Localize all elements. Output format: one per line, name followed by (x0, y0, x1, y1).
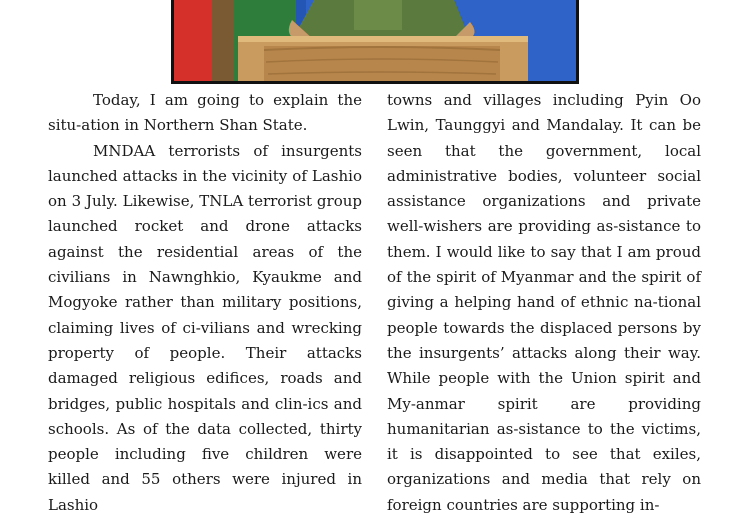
paragraph-attacks: MNDAA terrorists of insurgents launched attacks in the vicinity of Lashio on 3 July. Likewise, TNLA terrorist group launched rocket and drone attacks against the residential areas of the civilians in Nawnghkio, Kyaukme and Mogyoke rather than military positions, claiming lives of ci-vilians and wrecking property of people. Their attacks damaged religious edifices, roads and bridges, public hospitals and clin-ics and schools. As of the data collected, thirty people including five children were killed and 55 others were injured in Lashio (48, 141, 362, 514)
paragraph-continued: towns and villages including Pyin Oo Lwin, Taunggyi and Mandalay. It can be seen that the government, local administrative bodies, volunteer social assistance organizations and private well-wishers are providing as-sistance to them. I would like to say that I am proud of the spirit of Myanmar and the spirit of giving a helping hand of ethnic na-tional people towards the displaced persons by the insurgents’ attacks along their way. While people with the Union spirit and My-anmar spirit are providing humanitarian as-sistance to the victims, it is disappointed to see that exiles, organizations and media that rely on foreign countries are supporting in- (387, 91, 701, 514)
speaker-photo (171, 0, 579, 84)
speaker-at-podium-photo (174, 0, 579, 84)
article-left-column (48, 88, 362, 518)
article-right-column (387, 88, 701, 518)
paragraph-intro: Today, I am going to explain the situ-ation in Northern Shan State. (48, 91, 362, 135)
